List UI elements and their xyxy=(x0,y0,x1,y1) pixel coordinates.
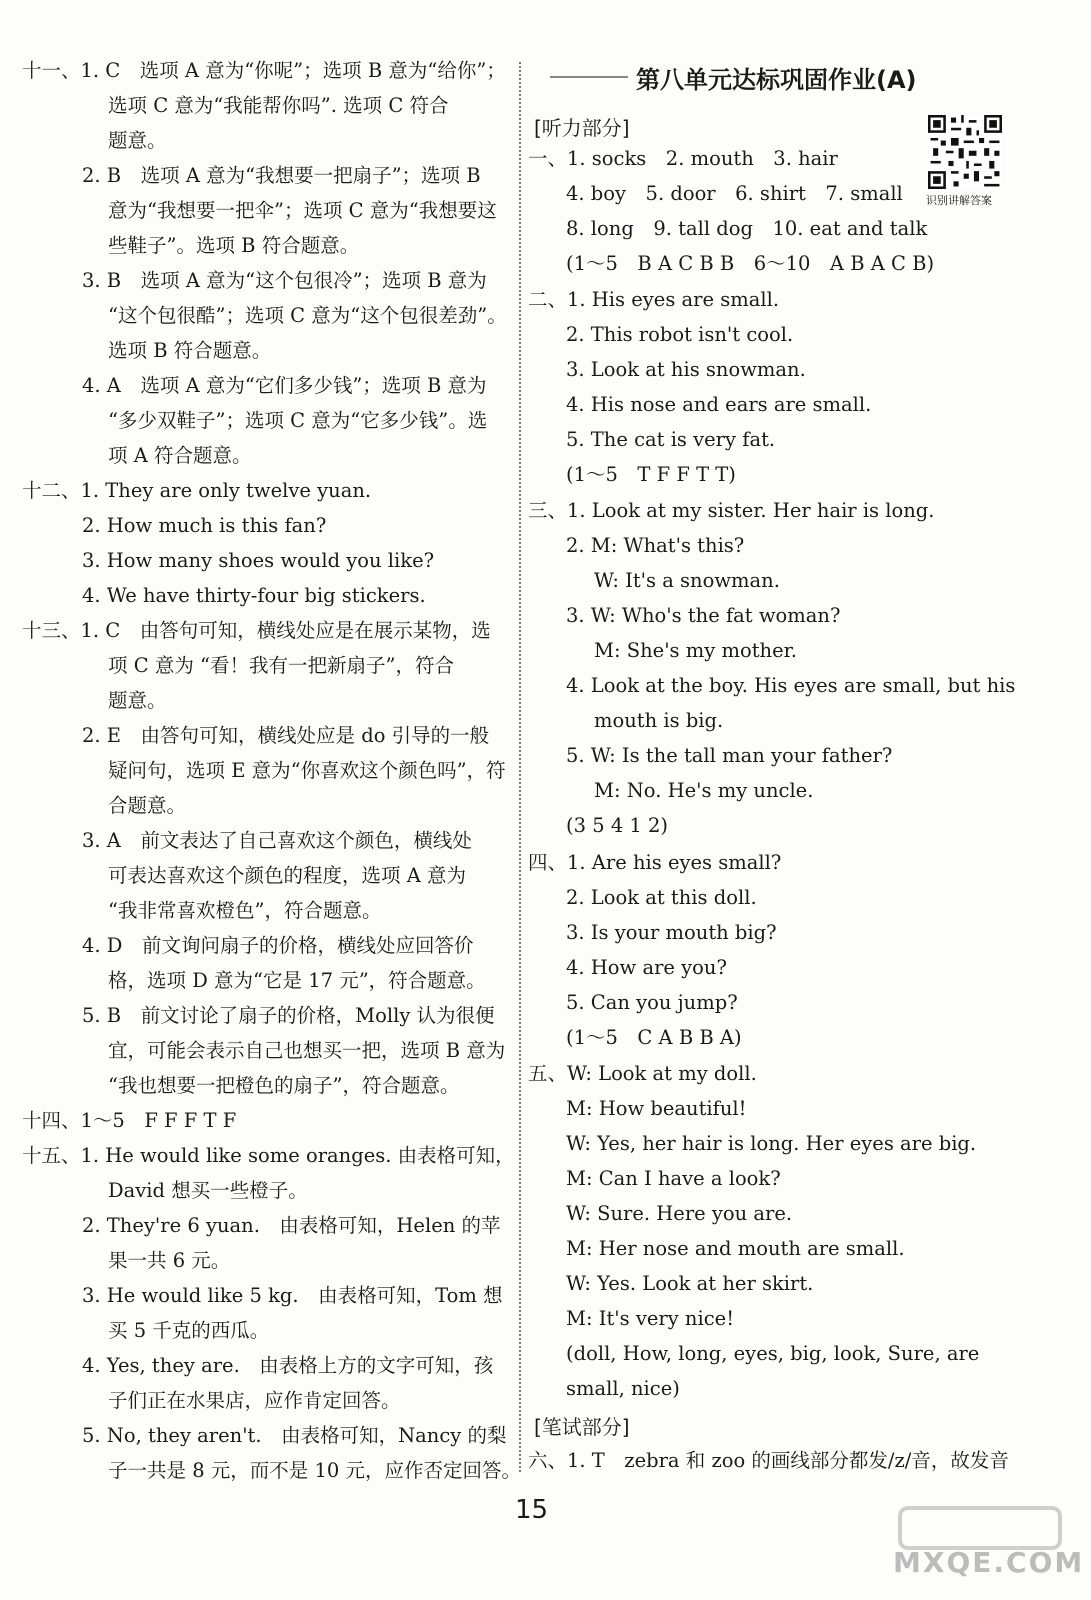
left-text-line: David 想买一些橙子。 xyxy=(108,1179,308,1202)
right-text-line: mouth is big. xyxy=(594,709,724,732)
page-number: 15 xyxy=(515,1495,549,1525)
left-text-line: “这个包很酷”；选项 C 意为“这个包很差劲”。 xyxy=(108,304,507,327)
left-text-line: 子一共是 8 元，而不是 10 元，应作否定回答。 xyxy=(108,1459,522,1482)
left-text-line: 4. We have thirty-four big stickers. xyxy=(82,584,426,607)
right-text-line: W: Sure. Here you are. xyxy=(566,1202,793,1225)
left-text-line: 5. B 前文讨论了扇子的价格，Molly 认为很便 xyxy=(82,1004,495,1027)
right-text-line: small, nice) xyxy=(566,1377,680,1400)
right-text-line: W: Yes. Look at her skirt. xyxy=(566,1272,814,1295)
right-text-line: 3. Is your mouth big? xyxy=(566,921,777,944)
right-text-line: (1～5 C A B B A) xyxy=(566,1026,742,1049)
left-text-line: 选项 B 符合题意。 xyxy=(108,339,272,362)
left-text-line: 3. He would like 5 kg. 由表格可知，Tom 想 xyxy=(82,1284,503,1307)
left-text-line: 2. They're 6 yuan. 由表格可知，Helen 的苹 xyxy=(82,1214,501,1237)
right-text-line: (doll, How, long, eyes, big, look, Sure, are xyxy=(566,1342,980,1365)
left-text-line: 5. No, they aren't. 由表格可知，Nancy 的梨 xyxy=(82,1424,507,1447)
left-text-line: 十一、1. C 选项 A 意为“你呢”；选项 B 意为“给你”； xyxy=(22,59,506,82)
left-text-line: 4. A 选项 A 意为“它们多少钱”；选项 B 意为 xyxy=(82,374,487,397)
right-text-line: 六、1. T zebra 和 zoo 的画线部分都发/z/音，故发音 xyxy=(528,1449,1009,1472)
listening-section-label: [听力部分] xyxy=(534,116,630,140)
right-text-line: M: It's very nice! xyxy=(566,1307,735,1330)
left-text-line: 十二、1. They are only twelve yuan. xyxy=(22,479,372,502)
left-text-line: 意为“我想要一把伞”；选项 C 意为“我想要这 xyxy=(108,199,497,222)
right-text-line: W: It's a snowman. xyxy=(594,569,780,592)
unit-title: 第八单元达标巩固作业(A) xyxy=(636,66,917,94)
right-text-line: M: Her nose and mouth are small. xyxy=(566,1237,905,1260)
right-text-line: 四、1. Are his eyes small? xyxy=(528,851,782,874)
left-text-line: 2. B 选项 A 意为“我想要一把扇子”；选项 B xyxy=(82,164,481,187)
left-text-line: 格，选项 D 意为“它是 17 元”，符合题意。 xyxy=(108,969,486,992)
left-text-line: 项 A 符合题意。 xyxy=(108,444,252,467)
left-text-line: 2. How much is this fan? xyxy=(82,514,327,537)
right-text-line: 4. Look at the boy. His eyes are small, but his xyxy=(566,674,1016,697)
right-text-line: 5. Can you jump? xyxy=(566,991,738,1014)
right-text-line: 一、1. socks 2. mouth 3. hair xyxy=(528,147,838,170)
left-text-line: 选项 C 意为“我能帮你吗”. 选项 C 符合 xyxy=(108,94,449,117)
left-text-line: 疑问句，选项 E 意为“你喜欢这个颜色吗”，符 xyxy=(108,759,506,782)
right-text-line: 五、W: Look at my doll. xyxy=(528,1062,757,1085)
title-rule-left xyxy=(550,76,628,78)
right-text-line: 二、1. His eyes are small. xyxy=(528,288,780,311)
right-text-line: M: No. He's my uncle. xyxy=(594,779,814,802)
left-text-line: 题意。 xyxy=(108,129,167,152)
right-text-line: 2. Look at this doll. xyxy=(566,886,757,909)
watermark-text: MXQE.COM xyxy=(893,1546,1085,1579)
right-text-line: (1～5 B A C B B 6～10 A B A C B) xyxy=(566,252,935,275)
right-text-line: M: How beautiful! xyxy=(566,1097,747,1120)
left-text-line: 十三、1. C 由答句可知，横线处应是在展示某物，选 xyxy=(22,619,491,642)
left-text-line: “多少双鞋子”；选项 C 意为“它多少钱”。选 xyxy=(108,409,488,432)
left-text-line: 4. D 前文询问扇子的价格，横线处应回答价 xyxy=(82,934,474,957)
right-text-line: 8. long 9. tall dog 10. eat and talk xyxy=(566,217,928,240)
right-text-line: 5. W: Is the tall man your father? xyxy=(566,744,893,767)
left-text-line: 项 C 意为 “看！我有一把新扇子”，符合 xyxy=(108,654,454,677)
writing-section-label: [笔试部分] xyxy=(534,1415,630,1439)
right-text-line: 4. His nose and ears are small. xyxy=(566,393,872,416)
right-text-line: 3. Look at his snowman. xyxy=(566,358,806,381)
left-text-line: 果一共 6 元。 xyxy=(108,1249,231,1272)
right-text-line: M: She's my mother. xyxy=(594,639,798,662)
left-text-line: “我也想要一把橙色的扇子”，符合题意。 xyxy=(108,1074,460,1097)
left-text-line: “我非常喜欢橙色”，符合题意。 xyxy=(108,899,382,922)
right-text-line: 4. How are you? xyxy=(566,956,727,979)
left-text-line: 十四、1～5 F F F T F xyxy=(22,1109,237,1132)
left-text-line: 题意。 xyxy=(108,689,167,712)
qr-code-icon[interactable] xyxy=(928,115,1002,189)
right-text-line: 三、1. Look at my sister. Her hair is long. xyxy=(528,499,935,522)
left-text-line: 2. E 由答句可知，横线处应是 do 引导的一般 xyxy=(82,724,490,747)
qr-caption: 识别讲解答案 xyxy=(926,194,992,207)
left-text-line: 可表达喜欢这个颜色的程度，选项 A 意为 xyxy=(108,864,466,887)
right-text-line: 5. The cat is very fat. xyxy=(566,428,776,451)
right-text-line: 2. M: What's this? xyxy=(566,534,745,557)
right-text-line: 2. This robot isn't cool. xyxy=(566,323,794,346)
left-text-line: 子们正在水果店，应作肯定回答。 xyxy=(108,1389,401,1412)
right-text-line: 3. W: Who's the fat woman? xyxy=(566,604,841,627)
left-text-line: 3. A 前文表达了自己喜欢这个颜色，横线处 xyxy=(82,829,472,852)
left-text-line: 3. B 选项 A 意为“这个包很冷”；选项 B 意为 xyxy=(82,269,487,292)
left-text-line: 买 5 千克的西瓜。 xyxy=(108,1319,270,1342)
left-text-line: 4. Yes, they are. 由表格上方的文字可知，孩 xyxy=(82,1354,494,1377)
left-text-line: 合题意。 xyxy=(108,794,187,817)
left-text-line: 十五、1. He would like some oranges. 由表格可知， xyxy=(22,1144,515,1167)
right-text-line: (3 5 4 1 2) xyxy=(566,814,669,837)
left-text-line: 宜，可能会表示自己也想买一把，选项 B 意为 xyxy=(108,1039,506,1062)
column-divider xyxy=(519,62,521,1472)
left-text-line: 3. How many shoes would you like? xyxy=(82,549,435,572)
left-text-line: 些鞋子”。选项 B 符合题意。 xyxy=(108,234,360,257)
right-text-line: W: Yes, her hair is long. Her eyes are big. xyxy=(566,1132,977,1155)
right-text-line: (1～5 T F F T T) xyxy=(566,463,736,486)
right-text-line: M: Can I have a look? xyxy=(566,1167,781,1190)
right-text-line: 4. boy 5. door 6. shirt 7. small xyxy=(566,182,903,205)
